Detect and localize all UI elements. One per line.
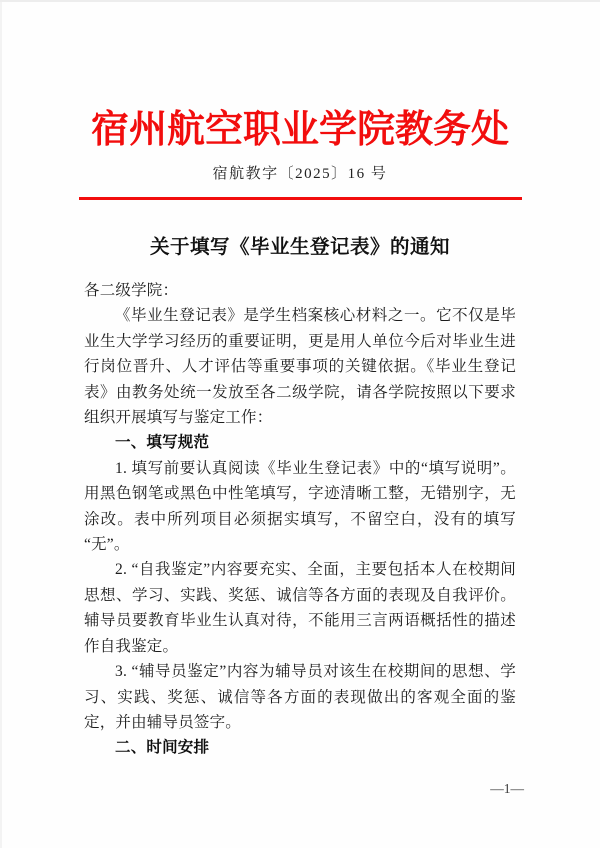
notice-title: 关于填写《毕业生登记表》的通知 xyxy=(149,237,450,258)
page-number: —1— xyxy=(490,781,524,796)
masthead-title: 宿州航空职业学院教务处 xyxy=(90,109,509,151)
red-separator-line xyxy=(79,197,522,200)
paragraph-rule-1: 1. 填写前要认真阅读《毕业生登记表》中的“填写说明”。用黑色钢笔或黑色中性笔填写，字迹清晰工整，无错别字，无涂改。表中所列项目必须据实填写，不留空白，没有的填写“无”。 xyxy=(84,459,516,554)
document-number: 宿航教字〔2025〕16 号 xyxy=(212,166,388,182)
paragraph-rule-3: 3. “辅导员鉴定”内容为辅导员对该生在校期间的思想、学习、实践、奖惩、诚信等各方面的表现做出的客观全面的鉴定，并由辅导员签字。 xyxy=(84,663,516,731)
salutation: 各二级学院： xyxy=(84,282,179,299)
paragraph-rule-2: 2. “自我鉴定”内容要充实、全面，主要包括本人在校期间思想、学习、实践、奖惩、诚信等各方面的表现及自我评价。辅导员要教育毕业生认真对待，不能用三言两语概括性的描述作自我鉴定。 xyxy=(84,561,516,655)
document-body xyxy=(84,278,516,761)
section-heading-1: 一、填写规范 xyxy=(115,434,210,452)
section-heading-2: 二、时间安排 xyxy=(115,739,210,757)
paragraph-intro: 《毕业生登记表》是学生档案核心材料之一。它不仅是毕业生大学学习经历的重要证明，更是用人单位今后对毕业生进行岗位晋升、人才评估等重要事项的关键依据。《毕业生登记表》由教务处统一发放至各二级学院，请各学院按照以下要求组织开展填写与鉴定工作： xyxy=(84,307,516,427)
